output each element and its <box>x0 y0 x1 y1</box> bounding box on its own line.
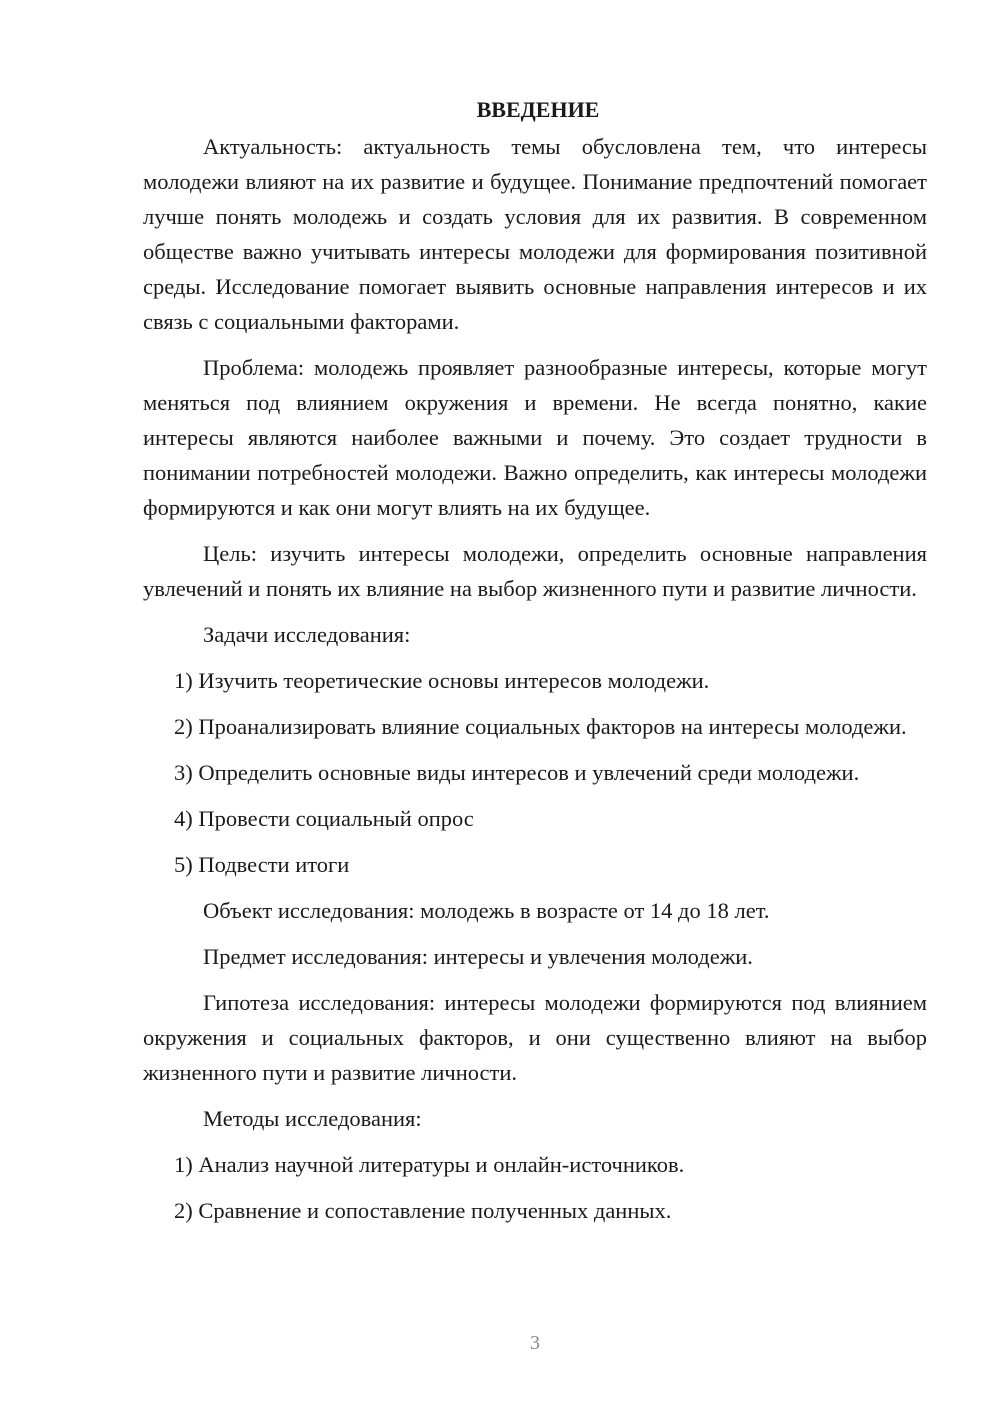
task-item: 2) Проанализировать влияние социальных факторов на интересы молодежи. <box>174 714 907 739</box>
page-content <box>143 92 927 1239</box>
methods-heading: Методы исследования: <box>203 1106 422 1131</box>
task-item: 3) Определить основные виды интересов и увлечений среди молодежи. <box>174 760 860 785</box>
task-item: 4) Провести социальный опрос <box>174 806 474 831</box>
task-item: 1) Изучить теоретические основы интересов молодежи. <box>174 668 710 693</box>
research-hypothesis: Гипотеза исследования: интересы молодежи формируются под влиянием окружения и социальных факторов, и они существенно влияют на выбор жизненного пути и развитие личности. <box>143 990 927 1085</box>
tasks-heading: Задачи исследования: <box>203 622 411 647</box>
research-object: Объект исследования: молодежь в возрасте от 14 до 18 лет. <box>203 898 770 923</box>
problem-paragraph: Проблема: молодежь проявляет разнообразные интересы, которые могут меняться под влиянием окружения и времени. Не всегда понятно, какие интересы являются наиболее важными и почему. Это создает трудности в понимании потребностей молодежи. Важно определить, как интересы молодежи формируются и как они могут влиять на их будущее. <box>143 355 927 520</box>
goal-paragraph: Цель: изучить интересы молодежи, определить основные направления увлечений и понять их влияние на выбор жизненного пути и развитие личности. <box>143 541 927 601</box>
method-item: 1) Анализ научной литературы и онлайн-источников. <box>174 1152 685 1177</box>
research-subject: Предмет исследования: интересы и увлечения молодежи. <box>203 944 753 969</box>
section-title: ВВЕДЕНИЕ <box>476 97 600 122</box>
method-item: 2) Сравнение и сопоставление полученных данных. <box>174 1198 672 1223</box>
relevance-paragraph: Актуальность: актуальность темы обусловлена тем, что интересы молодежи влияют на их развитие и будущее. Понимание предпочтений помогает лучше понять молодежь и создать условия для их развития. В современном обществе важно учитывать интересы молодежи для формирования позитивной среды. Исследование помогает выявить основные направления интересов и их связь с социальными факторами. <box>143 134 927 334</box>
page-number: 3 <box>530 1332 540 1354</box>
task-item: 5) Подвести итоги <box>174 852 350 877</box>
